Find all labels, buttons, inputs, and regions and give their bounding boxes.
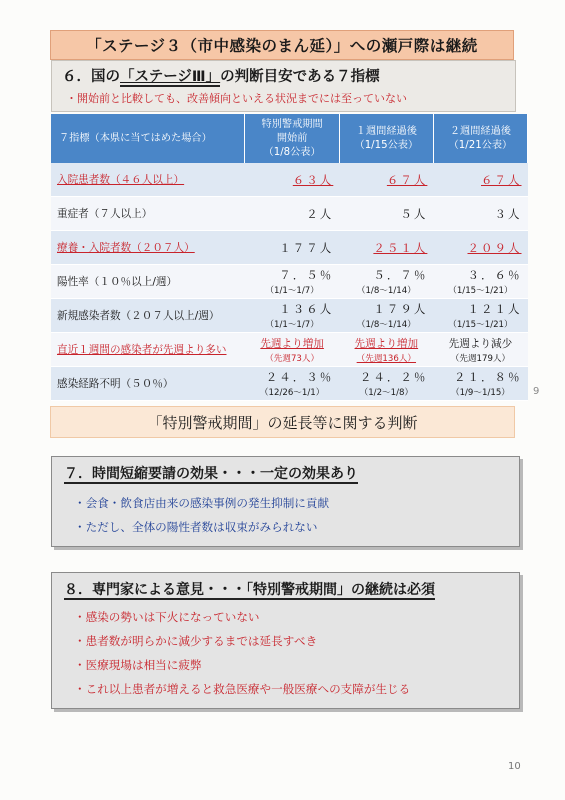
table-row: 新規感染者数（２０７人以上/週） １３６人 （1/1～1/7） １７９人 （1/8～1/14） １２１人 （1/15～1/21） [51,299,528,333]
header-week1: １週間経過後 （1/15公表） [339,114,433,163]
indicators-table [51,114,528,401]
section6-header [51,60,516,112]
page-number: 10 [508,761,521,772]
table-row: 陽性率（１０％以上/週） ７．５％ （1/1～1/7） ５．７％ （1/8～1/14） ３．６％ （1/15～1/21） [51,265,528,299]
header-before: 特別警戒期間 開始前 （1/8公表） [245,114,339,163]
section7-title: ７．時間短縮要請の効果・・・一定の効果あり [64,466,358,482]
section6-title-post: の判断目安である７指標 [220,69,380,85]
table-row: 感染経路不明（５０％） ２４．３％ （12/26～1/1） ２４．２％ （1/2～1/8） ２１．８％ （1/9～1/15） [51,367,528,401]
section6-title-pre: ６．国の [62,69,120,85]
section6-title [62,65,380,86]
header-week2: ２週間経過後 （1/21公表） [433,114,527,163]
list-item: ・患者数が明らかに減少するまでは延長すべき [74,634,318,648]
judgment-banner: 「特別警戒期間」の延長等に関する判断 [50,406,515,438]
page-title: 「ステージ３（市中感染のまん延）」への瀬戸際は継続 [50,30,514,60]
section7-box [51,456,520,547]
list-item: ・これ以上患者が増えると救急医療や一般医療への支障が生じる [74,682,411,696]
list-item: ・ただし、全体の陽性者数は収束がみられない [74,520,318,534]
table-header-row [51,114,528,163]
section8-box [51,572,520,709]
list-item: ・感染の勢いは下火になっていない [74,610,260,624]
section8-title: ８．専門家による意見・・・「特別警戒期間」の継続は必須 [64,582,435,598]
section6-subtitle: ・開始前と比較しても、改善傾向といえる状況までには至っていない [66,92,407,105]
table-row: 療養・入院者数（２０７人） １７７人 ２５１人 ２０９人 [51,231,528,265]
list-item: ・医療現場は相当に疲弊 [74,658,202,672]
table-row: 入院患者数（４６人以上） ６３人 ６７人 ６７人 [51,163,528,197]
section6-title-underlined: 「ステージⅢ」 [120,69,221,85]
table-row: 直近１週間の感染者が先週より多い 先週より増加 （先週73人） 先週より増加 （先週136人） 先週より減少 （先週179人） [51,333,528,367]
slide-number: 9 [533,386,540,397]
table-row: 重症者（７人以上） ２人 ５人 ３人 [51,197,528,231]
header-indicator: ７指標（本県に当てはめた場合） [51,114,245,163]
list-item: ・会食・飲食店由来の感染事例の発生抑制に貢献 [74,496,330,510]
